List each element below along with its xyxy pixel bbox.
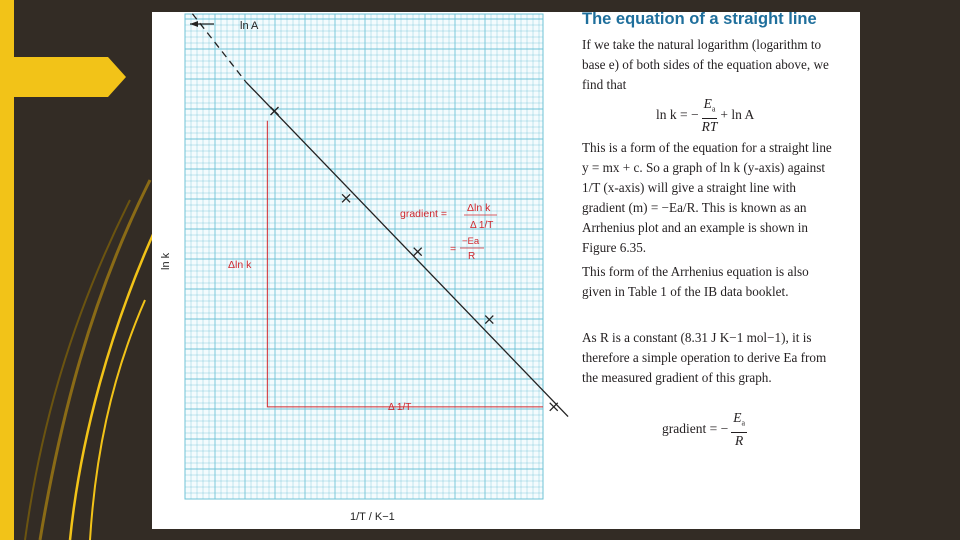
data-point xyxy=(550,403,558,411)
gradient-equals: = xyxy=(450,243,457,255)
arrow-tab xyxy=(0,57,126,97)
equation-gradient: gradient = − $\frac{E_a}{R}$ xyxy=(662,410,746,448)
gradient-numerator-2: −Ea xyxy=(462,236,480,247)
gradient-denominator-2: R xyxy=(468,251,476,262)
gradient-numerator: Δln k xyxy=(467,202,491,214)
graph-grid xyxy=(185,14,543,499)
gradient-denominator: Δ 1/T xyxy=(470,220,494,231)
delta-y-label: Δln k xyxy=(228,259,252,271)
paragraph-1: If we take the natural logarithm (logarithm to base e) of both sides of the equation above, we find that xyxy=(582,37,829,92)
section-heading: The equation of a straight line xyxy=(582,10,817,28)
paragraph-4: As R is a constant (8.31 J K−1 mol−1), it is therefore a simple operation to derive Ea from the measured gradient of this graph. xyxy=(582,330,827,385)
y-axis-label: ln k xyxy=(160,252,172,270)
delta-x-label: Δ 1/T xyxy=(388,402,412,413)
paragraph-3: This form of the Arrhenius equation is also given in Table 1 of the IB data booklet. xyxy=(582,264,809,299)
intercept-label: ln A xyxy=(240,20,259,32)
equation-ln-k: ln k = − $\frac{E_a}{RT}$ + ln A xyxy=(656,96,755,134)
paragraph-2: This is a form of the equation for a straight line y = mx + c. So a graph of ln k (y-axis) against 1/T (x-axis) will give a straight line with gradient (m) = −Ea/R. This is known as an Arrhenius plot and an example is shown in Figure 6.35. xyxy=(582,140,832,255)
gradient-label: gradient = xyxy=(400,208,447,220)
slide-content xyxy=(152,12,860,529)
arrhenius-plot xyxy=(152,12,582,529)
x-axis-label: 1/T / K−1 xyxy=(350,511,395,523)
